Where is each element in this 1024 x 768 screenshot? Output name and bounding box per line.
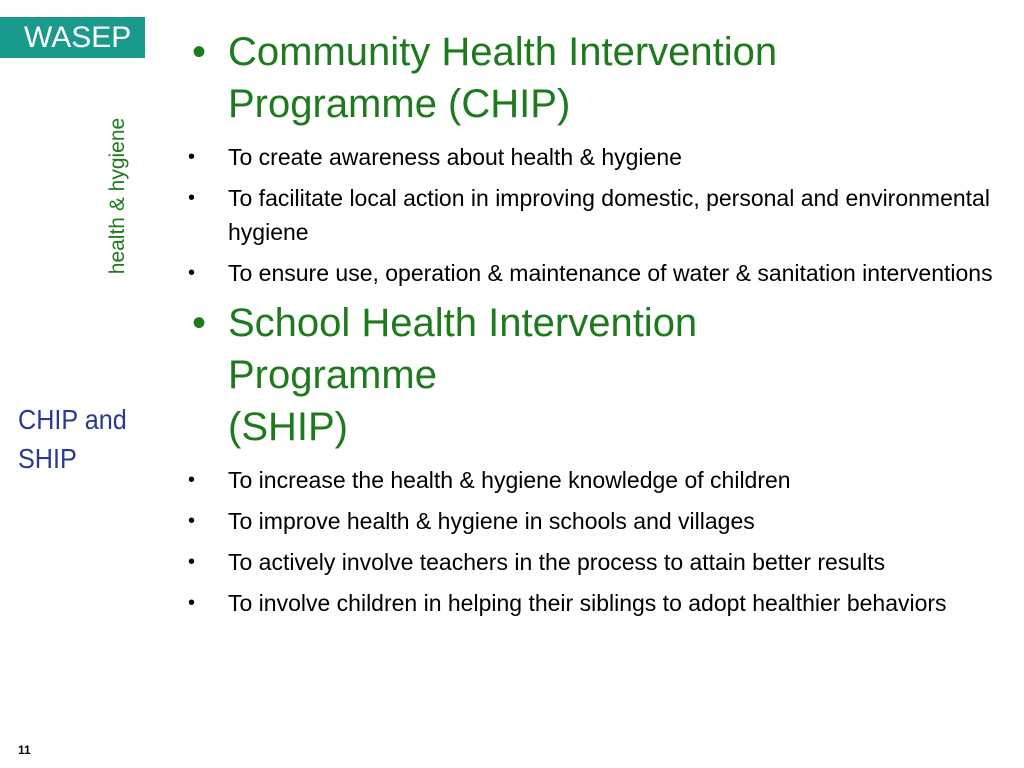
bullet-marker: • <box>188 187 196 209</box>
bullet-marker: • <box>188 551 196 573</box>
section-heading-ship <box>186 297 996 401</box>
list-item <box>186 463 996 497</box>
bullet-marker: • <box>188 592 196 614</box>
list-item-text: To actively involve teachers in the process to attain better results <box>228 549 886 575</box>
bullet-marker: • <box>192 30 207 74</box>
wasep-logo <box>0 17 145 58</box>
side-heading-line: SHIP <box>18 443 77 474</box>
bullet-marker: • <box>188 469 196 491</box>
bullet-marker: • <box>192 301 207 345</box>
list-item-text: To involve children in helping their siblings to adopt healthier behaviors <box>228 590 947 616</box>
heading-line: (SHIP) <box>228 405 348 449</box>
heading-line: Community Health Intervention <box>228 30 778 74</box>
list-item-text: To increase the health & hygiene knowledge of children <box>228 467 791 493</box>
bullet-marker: • <box>188 510 196 532</box>
logo-text: WASEP <box>24 21 132 54</box>
page-number: 11 <box>18 743 31 757</box>
list-item <box>186 545 996 579</box>
list-item-text: To create awareness about health & hygiene <box>228 144 682 170</box>
vertical-section-label: health & hygiene <box>106 117 129 275</box>
bullet-marker: • <box>188 146 196 168</box>
heading-line: Programme <box>228 353 437 397</box>
side-heading <box>18 400 144 478</box>
slide-content <box>186 26 996 627</box>
list-item-text: To facilitate local action in improving domestic, personal and environmental hygiene <box>228 185 990 245</box>
heading-line: School Health Intervention <box>228 301 698 345</box>
list-item <box>186 504 996 538</box>
section-heading-tail <box>186 401 996 453</box>
list-item-text: To improve health & hygiene in schools and villages <box>228 508 755 534</box>
side-heading-line: CHIP and <box>18 404 127 435</box>
list-item <box>186 256 996 290</box>
heading-line: Programme (CHIP) <box>228 82 571 126</box>
list-item <box>186 140 996 174</box>
list-item <box>186 181 996 249</box>
list-item-text: To ensure use, operation & maintenance of water & sanitation interventions <box>228 260 993 286</box>
list-item <box>186 586 996 620</box>
section-heading-chip <box>186 26 996 130</box>
bullet-marker: • <box>188 262 196 284</box>
